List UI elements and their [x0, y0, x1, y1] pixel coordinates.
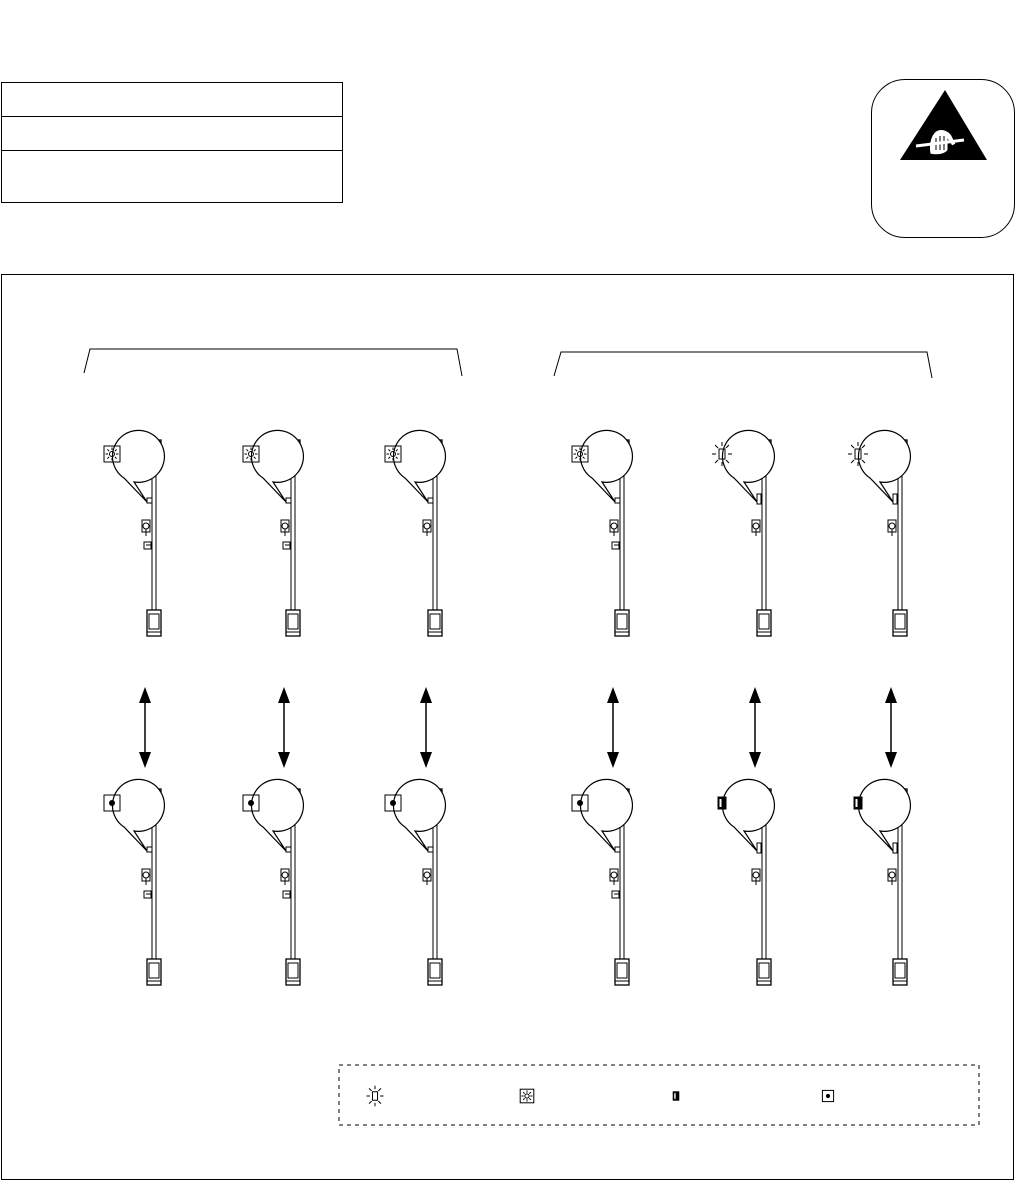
toggle-arrow-1: [139, 687, 151, 768]
card-unit-5-bottom: [718, 779, 774, 985]
toggle-arrow-3: [420, 687, 432, 768]
toggle-arrow-6: [885, 687, 897, 768]
lamp-dark-icon: [673, 1092, 679, 1100]
lamp-on-icon: [520, 1089, 534, 1103]
card-unit-1-bottom: [104, 779, 164, 985]
card-unit-3-bottom: [385, 779, 445, 985]
card-unit-5-top: [712, 430, 774, 636]
toggle-arrow-2: [278, 687, 290, 768]
group-bracket-right: [554, 352, 932, 378]
legend: [339, 1065, 979, 1125]
card-unit-6-top: [848, 430, 910, 636]
card-unit-4-top: [572, 430, 632, 636]
card-unit-3-top: [385, 430, 445, 636]
group-bracket-left: [84, 349, 462, 376]
toggle-arrow-4: [607, 687, 619, 768]
card-unit-1-top: [104, 430, 164, 636]
lamp-flash-icon: [367, 1086, 384, 1106]
card-unit-2-bottom: [243, 779, 303, 985]
card-unit-4-bottom: [572, 779, 632, 985]
lamp-off-icon: [822, 1090, 833, 1101]
card-unit-6-bottom: [854, 779, 910, 985]
toggle-arrow-5: [749, 687, 761, 768]
card-unit-2-top: [243, 430, 303, 636]
